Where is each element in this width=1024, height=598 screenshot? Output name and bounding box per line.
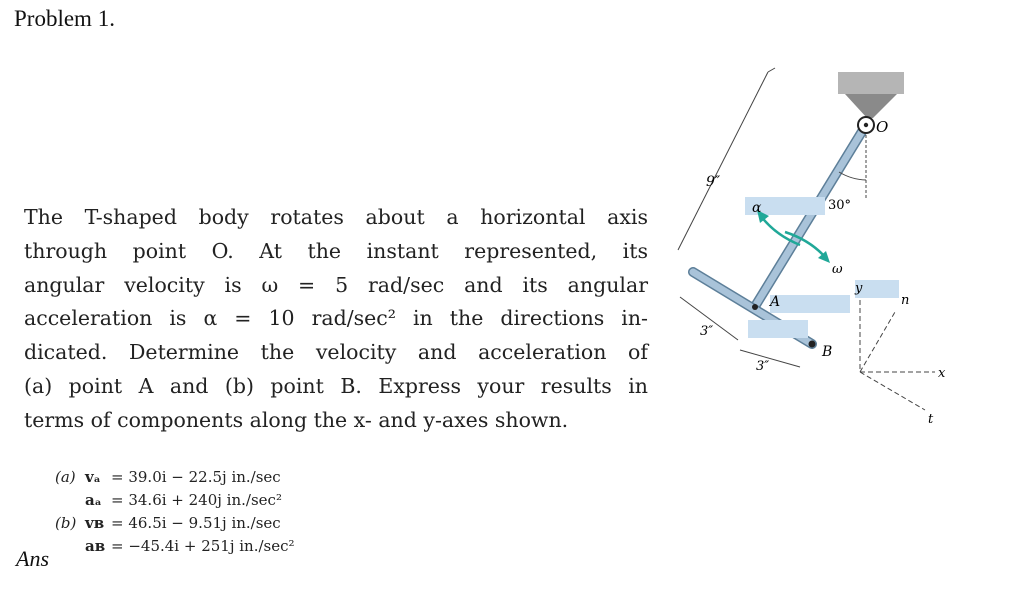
label-highlight bbox=[748, 320, 808, 338]
label-highlight bbox=[770, 295, 850, 313]
label-omega: ω bbox=[832, 262, 843, 277]
statement-line: (a) point A and (b) point B. Express your results in bbox=[24, 373, 648, 398]
answer-row bbox=[55, 535, 295, 558]
axis-n-line bbox=[860, 312, 895, 372]
angle-arc bbox=[839, 172, 866, 180]
answer-part-tag bbox=[55, 489, 85, 512]
label-o: O bbox=[876, 118, 889, 136]
label-dim-3in-left: 3″ bbox=[700, 324, 714, 339]
t-body-diagram bbox=[660, 60, 1024, 460]
statement-line: acceleration is α = 10 rad/sec² in the directions in- bbox=[24, 306, 648, 331]
answer-row bbox=[55, 466, 295, 489]
answer-value: = 46.5i − 9.51j in./sec bbox=[111, 514, 281, 532]
answer-row bbox=[55, 489, 295, 512]
label-axis-n: n bbox=[901, 293, 910, 308]
answer-quantity: vₐ bbox=[85, 468, 101, 486]
answer-value: = 34.6i + 240j in./sec² bbox=[111, 491, 282, 509]
label-point-a: A bbox=[770, 294, 781, 310]
statement-line: dicated. Determine the velocity and acceleration of bbox=[24, 340, 648, 365]
label-angle: 30° bbox=[828, 198, 852, 213]
answer-row bbox=[55, 512, 295, 535]
point-b-dot bbox=[809, 341, 816, 348]
label-dim-3in-right: 3″ bbox=[756, 359, 770, 374]
statement-line: angular velocity is ω = 5 rad/sec and its angular bbox=[24, 272, 648, 297]
answer-part-tag bbox=[55, 535, 85, 558]
answer-quantity: aₐ bbox=[85, 491, 102, 509]
point-a-dot bbox=[752, 304, 758, 310]
extension-line bbox=[768, 68, 775, 72]
label-axis-x: x bbox=[938, 366, 946, 381]
answer-quantity: vʙ bbox=[85, 514, 105, 532]
statement-line: The T-shaped body rotates about a horizontal axis bbox=[24, 205, 648, 229]
ceiling-support bbox=[838, 72, 904, 94]
statement-line: terms of components along the x- and y-axes shown. bbox=[24, 407, 569, 432]
problem-heading: Problem 1. bbox=[14, 6, 115, 31]
label-alpha: α bbox=[752, 200, 762, 216]
answer-value: = −45.4i + 251j in./sec² bbox=[111, 537, 295, 555]
label-point-b: B bbox=[822, 344, 833, 360]
stem-bar-fill bbox=[754, 125, 866, 308]
statement-line: through point O. At the instant represented, its bbox=[24, 238, 648, 263]
ans-label: Ans bbox=[16, 546, 49, 571]
axis-t-line bbox=[860, 372, 925, 410]
answer-value: = 39.0i − 22.5j in./sec bbox=[111, 468, 281, 486]
label-axis-y: y bbox=[855, 281, 863, 296]
answer-part-tag: (a) bbox=[55, 468, 76, 486]
label-dim-9in: 9″ bbox=[706, 174, 721, 190]
answer-part-tag: (b) bbox=[55, 514, 77, 532]
dimension-line-3in-right bbox=[740, 350, 800, 367]
dimension-line-9in bbox=[678, 72, 768, 250]
answer-block bbox=[55, 466, 295, 558]
problem-statement bbox=[24, 201, 648, 438]
answer-quantity: aʙ bbox=[85, 537, 106, 555]
label-axis-t: t bbox=[928, 412, 934, 427]
pivot-center bbox=[864, 123, 868, 127]
support-bracket bbox=[845, 94, 897, 118]
